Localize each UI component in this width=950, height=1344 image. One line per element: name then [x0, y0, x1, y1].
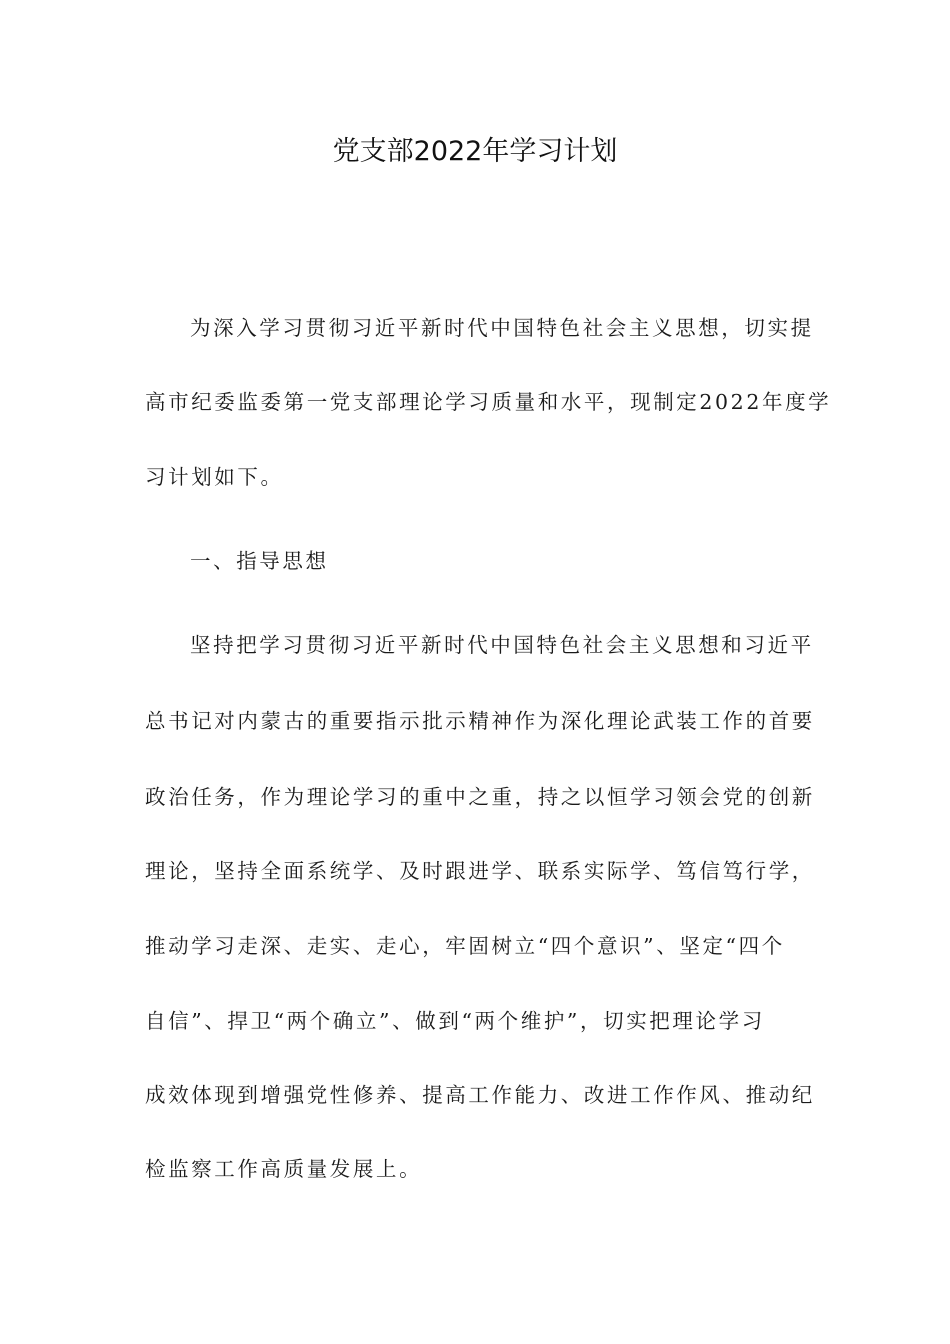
intro-line-3: 习计划如下。: [145, 465, 284, 489]
section1-line-8: 检监察工作高质量发展上。: [145, 1157, 423, 1181]
section-heading-guiding-ideology: 一、指导思想: [190, 549, 329, 573]
intro-line-2: 高市纪委监委第一党支部理论学习质量和水平，现制定2022年度学: [145, 390, 832, 414]
intro-line-1: 为深入学习贯彻习近平新时代中国特色社会主义思想，切实提: [190, 316, 814, 340]
section1-line-5: 推动学习走深、走实、走心，牢固树立“四个意识”、坚定“四个: [145, 934, 785, 958]
section1-line-6: 自信”、捍卫“两个确立”、做到“两个维护”，切实把理论学习: [145, 1009, 765, 1033]
section1-line-7: 成效体现到增强党性修养、提高工作能力、改进工作作风、推动纪: [145, 1083, 815, 1107]
section1-line-3: 政治任务，作为理论学习的重中之重，持之以恒学习领会党的创新: [145, 785, 815, 809]
section1-line-4: 理论，坚持全面系统学、及时跟进学、联系实际学、笃信笃行学，: [145, 859, 815, 883]
section1-line-1: 坚持把学习贯彻习近平新时代中国特色社会主义思想和习近平: [190, 633, 814, 657]
document-title: 党支部2022年学习计划: [332, 136, 618, 167]
section1-line-2: 总书记对内蒙古的重要指示批示精神作为深化理论武装工作的首要: [145, 709, 815, 733]
